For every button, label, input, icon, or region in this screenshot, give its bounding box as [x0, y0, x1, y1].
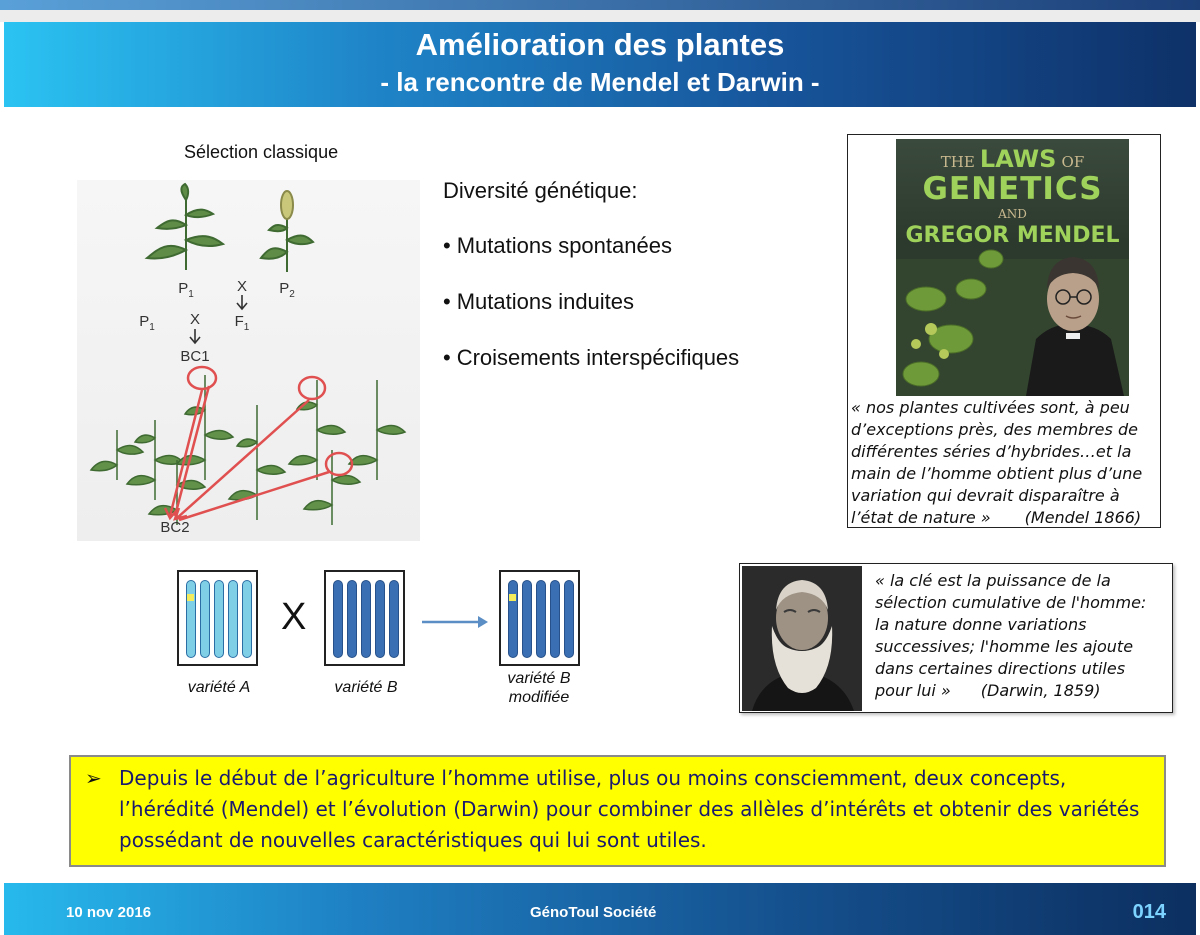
footer-organization: GénoToul Société [530, 904, 657, 921]
selection-diagram [77, 180, 420, 541]
diversity-item [443, 289, 634, 315]
quote-line: successives; l'homme les ajoute [875, 637, 1134, 656]
chromosome-bar [361, 580, 371, 658]
footer-date: 10 nov 2016 [66, 904, 152, 921]
allele-marker [509, 594, 516, 601]
label-cross-mid: X [189, 311, 201, 328]
darwin-portrait-image [742, 566, 862, 711]
variety-b-modified-label: variété B modifiée [507, 670, 571, 706]
chromosome-bar [347, 580, 357, 658]
darwin-panel [739, 563, 1173, 713]
variety-b-modified-chromosomes [499, 570, 580, 666]
chromosome-bar [536, 580, 546, 658]
quote-line: « nos plantes cultivées sont, à peu [851, 398, 1130, 417]
darwin-citation: (Darwin, 1859) [980, 681, 1101, 700]
label-p1-top: $P_1$ [178, 280, 194, 300]
bullet-dot: • [443, 345, 451, 370]
label-bc1: BC1 [180, 348, 210, 365]
conclusion-text: Depuis le début de l’agriculture l’homme utilise, plus ou moins consciemment, deux concepts, l’hérédité (Mendel) et l’évolution (Darwin) pour combiner des allèles d’intérêts et obtenir des variétés possédant de nouvelles caractéristiques qui lui sont utiles. [119, 766, 1140, 852]
chromosome-bar [389, 580, 399, 658]
diversity-item [443, 345, 739, 371]
diversity-heading: Diversité génétique: [443, 178, 638, 203]
page-number: 014 [1132, 901, 1166, 923]
mendel-quote [851, 397, 1161, 529]
arrow-down-icon [237, 295, 247, 309]
bullet-dot: • [443, 289, 451, 314]
book-title-mendel: GREGOR MENDEL [905, 223, 1120, 248]
quote-line: main de l’homme obtient plus d’une [851, 464, 1143, 483]
quote-line-last: l’état de nature » (Mendel 1866) [851, 508, 1142, 527]
quote-line: dans certaines directions utiles [875, 659, 1126, 678]
slide-title: Amélioration des plantes [415, 27, 785, 62]
quote-line: sélection cumulative de l'homme: [875, 593, 1147, 612]
top-gap [0, 10, 1200, 22]
quote-line-last: pour lui » (Darwin, 1859) [875, 681, 1101, 700]
selection-label: Sélection classique [184, 142, 339, 162]
arrow-down-icon [190, 329, 200, 343]
quote-line: « la clé est la puissance de la [875, 571, 1111, 590]
label-f1: $F_1$ [234, 313, 250, 333]
variety-a-label: variété A [187, 679, 251, 696]
chromosome-bar [200, 580, 210, 658]
book-title: THE LAWS OF [940, 145, 1085, 173]
plant-p2-icon [261, 191, 313, 272]
variety-b-chromosomes [324, 570, 405, 666]
cross-symbol: X [281, 596, 307, 638]
quote-line: d’exceptions près, des membres de [851, 420, 1138, 439]
plant-p1-icon [147, 184, 223, 270]
label-p1-mid: $P_1$ [139, 313, 155, 333]
chromosome-bar [228, 580, 238, 658]
chromosome-bar [375, 580, 385, 658]
diversity-item-label: Mutations spontanées [456, 233, 672, 258]
mendel-panel [847, 134, 1161, 528]
mendel-citation: (Mendel 1866) [1024, 508, 1142, 527]
bullet-dot: • [443, 233, 451, 258]
quote-line: différentes séries d’hybrides…et la [851, 442, 1132, 461]
quote-line: la nature donne variations [875, 615, 1087, 634]
allele-marker [187, 594, 194, 601]
chromosome-bar [508, 580, 518, 658]
conclusion-box [69, 755, 1166, 867]
label-p2-top: $P_2$ [279, 280, 295, 300]
slide-header [4, 22, 1196, 107]
selection-marks-icon [165, 367, 352, 520]
quote-line: variation qui devrait disparaître à [851, 486, 1120, 505]
chromosome-bar [550, 580, 560, 658]
plant-field-icon [91, 375, 405, 525]
diversity-item-label: Croisements interspécifiques [456, 345, 740, 370]
label-cross-top: X [236, 278, 248, 295]
top-stripe [0, 0, 1200, 10]
slide-subtitle: - la rencontre de Mendel et Darwin - [380, 67, 820, 97]
darwin-quote [875, 570, 1165, 702]
variety-b-label: variété B [334, 679, 398, 696]
chromosome-bar [333, 580, 343, 658]
slide-footer [4, 883, 1196, 935]
diversity-item-label: Mutations induites [456, 289, 635, 314]
chromosome-bar [214, 580, 224, 658]
arrow-bullet-icon: ➢ [85, 768, 102, 790]
label-bc2: BC2 [160, 519, 190, 536]
chromosome-bar [522, 580, 532, 658]
darwin-portrait [742, 566, 862, 711]
plant-breeding-illustration [77, 180, 420, 541]
chromosome-bar [186, 580, 196, 658]
book-title-genetics: GENETICS [922, 171, 1103, 207]
arrow-right-icon [420, 612, 492, 632]
mendel-book-cover [896, 139, 1129, 396]
variety-a-chromosomes [177, 570, 258, 666]
chromosome-bar [564, 580, 574, 658]
book-title-and: AND [998, 207, 1027, 221]
chromosome-bar [242, 580, 252, 658]
diversity-item [443, 233, 672, 259]
